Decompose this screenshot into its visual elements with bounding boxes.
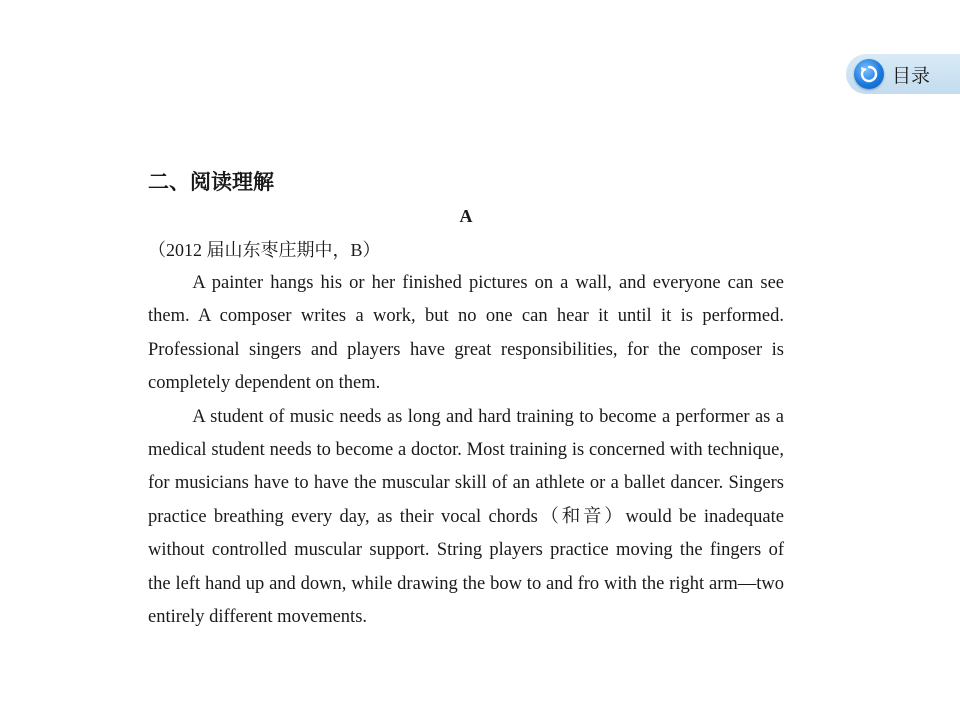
source-citation: （2012 届山东枣庄期中，B）	[148, 240, 381, 260]
paragraph-2: A student of music needs as long and hard training to become a performer as a medical student needs to become a doctor. Most training is concerned with technique, for musicians have to have the muscular skill of an athlete or a ballet dancer. Singers practice breathing every day, as their vocal chords（和音）would be inadequate without controlled muscular support. String players practice moving the fingers of the left hand up and down, while drawing the bow to and fro with the right arm—two entirely different movements.	[148, 406, 784, 628]
refresh-arrow-icon	[854, 59, 884, 89]
section-heading: 二、阅读理解	[148, 170, 274, 194]
toc-label: 目录	[892, 64, 931, 87]
toc-button[interactable]	[846, 54, 960, 94]
reading-section	[148, 165, 784, 634]
paragraph-1: A painter hangs his or her finished pictures on a wall, and everyone can see them. A composer writes a work, but no one can hear it until it is performed. Professional singers and players have great responsibilities, for the composer is completely dependent on them.	[148, 273, 784, 394]
passage-label: A	[459, 206, 473, 226]
